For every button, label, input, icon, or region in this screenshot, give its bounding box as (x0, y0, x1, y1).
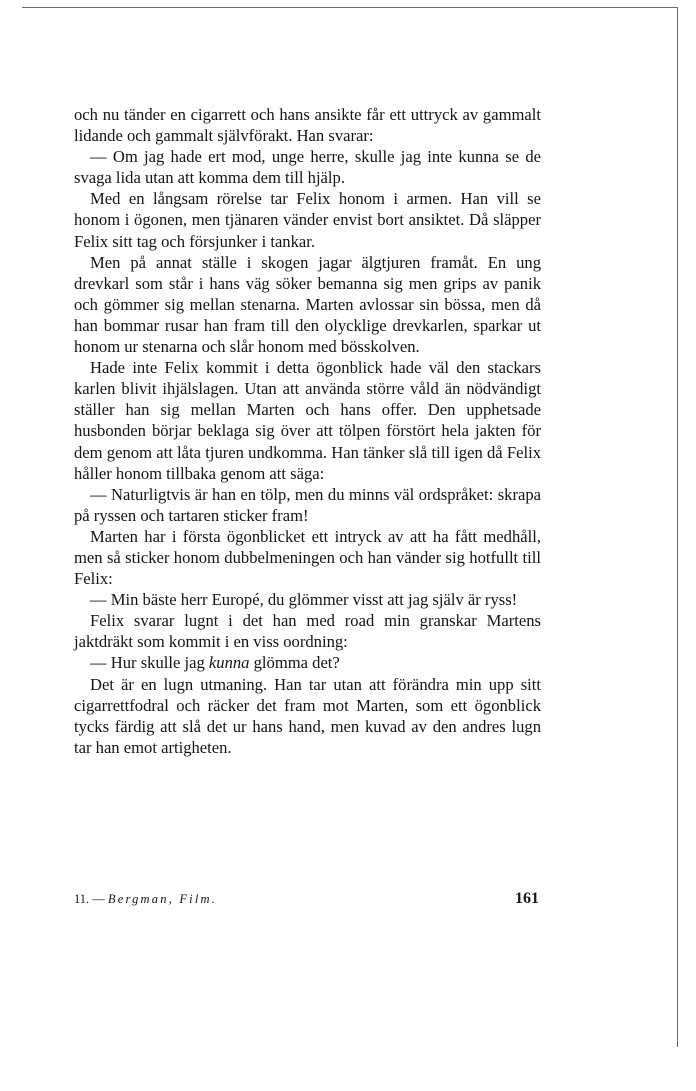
paragraph-1: och nu tänder en cigarrett och hans ansikte får ett uttryck av gammalt lidande och gammalt självförakt. Han svarar: (74, 105, 541, 146)
paragraph-8: — Min bäste herr Europé, du glömmer visst att jag själv är ryss! (90, 590, 518, 610)
paragraph-4: Men på annat ställe i skogen jagar älgtjuren framåt. En ung drevkarl som står i hans väg söker bemanna sig men grips av panik och gömmer sig mellan stenarna. Marten avlossar sin bössa, men då han bommar rusar han fram till den olycklige drevkarlen, sparkar ut honom ur stenarna och slår honom med bösskolven. (74, 252, 541, 357)
printer-signature (74, 892, 217, 907)
body-text (74, 104, 541, 758)
right-border-line (677, 7, 678, 1047)
page-number: 161 (515, 890, 539, 907)
paragraph-2: — Om jag hade ert mod, unge herre, skulle jag inte kunna se de svaga lida utan att komma dem till hjälp. (74, 147, 541, 188)
signature-title: Bergman, Film. (107, 892, 218, 906)
paragraph-6: — Naturligtvis är han en tölp, men du minns väl ordspråket: skrapa på ryssen och tartaren sticker fram! (74, 484, 541, 525)
top-border-line (22, 7, 677, 8)
paragraph-3: Med en långsam rörelse tar Felix honom i armen. Han vill se honom i ögonen, men tjänaren vänder envist bort ansiktet. Då släpper Felix sitt tag och försjunker i tankar. (74, 189, 541, 251)
emphasized-word: kunna (208, 653, 250, 673)
paragraph-10 (74, 652, 541, 673)
paragraph-11: Det är en lugn utmaning. Han tar utan att förändra min upp sitt cigarrettfodral och räcker det fram mot Marten, som ett ögonblick tycks färdig att slå det ur hans hand, men kuvad av den andres lugn tar han emot artigheten. (74, 674, 541, 757)
paragraph-9: Felix svarar lugnt i det han med road min granskar Martens jaktdräkt som kommit i en viss oordning: (74, 611, 541, 652)
signature-number: 11. — (74, 892, 105, 906)
paragraph-7: Marten har i första ögonblicket ett intryck av att ha fått medhåll, men så sticker honom dubbelmeningen och han vänder sig hotfullt till Felix: (74, 526, 541, 589)
paragraph-10-text: — Hur skulle jag kunna glömma det? (90, 653, 340, 673)
paragraph-5: Hade inte Felix kommit i detta ögonblick hade väl den stackars karlen blivit ihjälslagen. Utan att använda större våld än nödvändigt ställer han sig mellan Marten och hans offer. Den upphetsade husbonden börjar beklaga sig över att tölpen förstört hela jakten för dem genom att låta tjuren undkomma. Han tänker slå till igen då Felix håller honom tillbaka genom att säga: (74, 358, 541, 483)
